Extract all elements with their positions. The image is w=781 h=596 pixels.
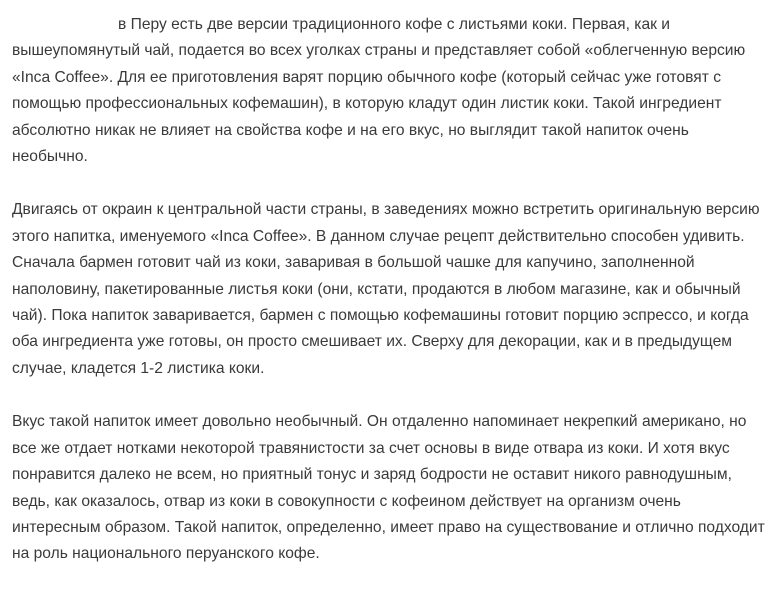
paragraph-2 [12,197,769,382]
article-body [12,12,769,568]
paragraph-3 [12,409,769,567]
paragraph-1-text: в Перу есть две версии традиционного кофе с листьями коки. Первая, как и вышеупомянутый чай, подается во всех уголках страны и представляет собой «облегченную версию «Inca Coffee». Для ее приготовления варят порцию обычного кофе (который сейчас уже готовят с помощью профессиональных кофемашин), в которую кладут один листик коки. Такой ингредиент абсолютно никак не влияет на свойства кофе и на его вкус, но выглядит такой напиток очень необычно. [12,16,746,166]
paragraph-3-text: Вкус такой напиток имеет довольно необычный. Он отдаленно напоминает некрепкий американо, но все же отдает нотками некоторой травянистости за счет основы в виде отвара из коки. И хотя вкус понравится далеко не всем, но приятный тонус и заряд бодрости не оставит никого равнодушным, ведь, как оказалось, отвар из коки в совокупности с кофеином действует на организм очень интересным образом. Такой напиток, определенно, имеет право на существование и отлично подходит на роль национального перуанского кофе. [12,413,765,563]
paragraph-2-text: Двигаясь от окраин к центральной части страны, в заведениях можно встретить оригинальную версию этого напитка, именуемого «Inca Coffee». В данном случае рецепт действительно способен удивить. Сначала бармен готовит чай из коки, заваривая в большой чашке для капучино, заполненной наполовину, пакетированные листья коки (они, кстати, продаются в любом магазине, как и обычный чай). Пока напиток заваривается, бармен с помощью кофемашины готовит порцию эспрессо, и когда оба ингредиента уже готовы, он просто смешивает их. Сверху для декорации, как и в предыдущем случае, кладется 1-2 листика коки. [12,201,760,377]
paragraph-1 [12,12,769,170]
